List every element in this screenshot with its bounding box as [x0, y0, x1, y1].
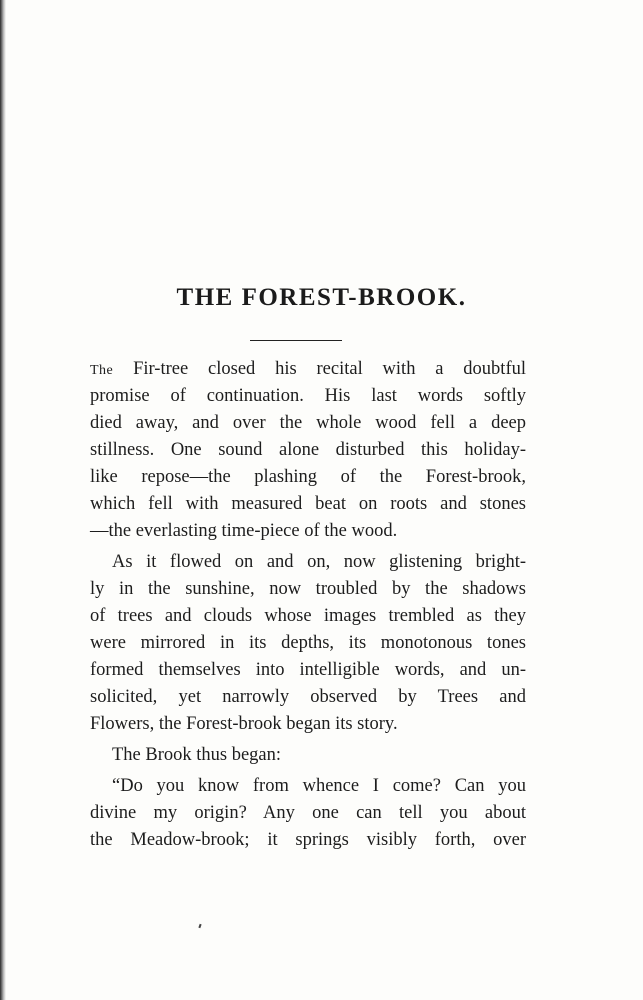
body-text [90, 356, 526, 854]
print-speck [198, 924, 201, 928]
text-line: divine my origin? Any one can tell you about [90, 803, 526, 823]
text-line: Flowers, the Forest-brook began its story. [90, 714, 398, 734]
title-divider [250, 340, 342, 341]
text-line: which fell with measured beat on roots and stones [90, 494, 526, 514]
text-line: like repose—the plashing of the Forest-brook, [90, 467, 526, 487]
paragraph-1 [90, 356, 526, 545]
text-line: of trees and clouds whose images trembled as they [90, 606, 526, 626]
text-line: stillness. One sound alone disturbed this holiday- [90, 440, 526, 460]
text-line: died away, and over the whole wood fell a deep [90, 413, 526, 433]
paragraph-2 [90, 549, 526, 738]
text-line: —the everlasting time-piece of the wood. [90, 521, 398, 541]
text-line: solicited, yet narrowly observed by Trees and [90, 687, 526, 707]
text-line: “Do you know from whence I come? Can you [112, 776, 526, 796]
paragraph-4 [90, 773, 526, 854]
text-line: formed themselves into intelligible words, and un- [90, 660, 526, 680]
text-line: the Meadow-brook; it springs visibly forth, over [90, 830, 526, 850]
text-line-rest: Fir-tree closed his recital with a doubtful [113, 359, 526, 379]
page-spine-shadow [0, 0, 6, 1000]
chapter-title: THE FOREST-BROOK. [176, 284, 467, 311]
text-line [90, 356, 526, 383]
paragraph-3 [90, 742, 526, 769]
text-line: promise of continuation. His last words softly [90, 386, 526, 406]
text-line: The Brook thus began: [112, 745, 282, 765]
text-line: were mirrored in its depths, its monotonous tones [90, 633, 526, 653]
small-caps-lead: The [90, 363, 114, 378]
text-line: ly in the sunshine, now troubled by the shadows [90, 579, 526, 599]
text-line: As it flowed on and on, now glistening bright- [112, 552, 526, 572]
